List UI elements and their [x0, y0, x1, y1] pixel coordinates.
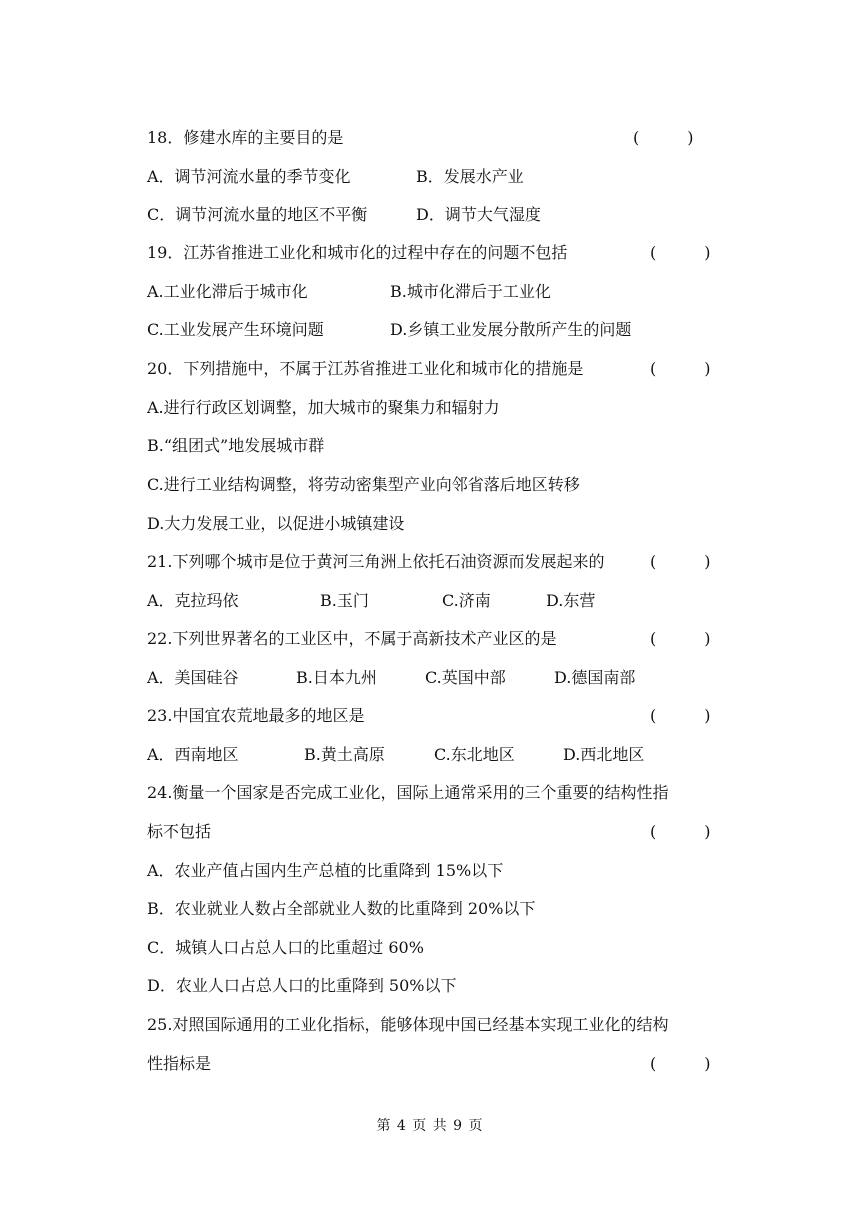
- option-21-b: B.玉门: [320, 591, 369, 610]
- option-19-d: D.乡镇工业发展分散所产生的问题: [390, 320, 632, 339]
- option-24-b: B．农业就业人数占全部就业人数的比重降到 20%以下: [147, 899, 536, 918]
- option-24-a: A．农业产值占国内生产总植的比重降到 15%以下: [147, 861, 504, 880]
- answer-bracket-22: ( ): [650, 629, 711, 648]
- option-23-d: D.西北地区: [563, 745, 645, 764]
- question-21-stem: 21.下列哪个城市是位于黄河三角洲上依托石油资源而发展起来的: [147, 552, 605, 571]
- option-18-d: D．调节大气湿度: [416, 205, 541, 224]
- answer-bracket-18: ( ): [633, 128, 694, 147]
- question-19-stem: 19．江苏省推进工业化和城市化的过程中存在的问题不包括: [147, 243, 568, 262]
- question-20-stem: 20．下列措施中，不属于江苏省推进工业化和城市化的措施是: [147, 359, 584, 378]
- option-18-b: B．发展水产业: [416, 167, 524, 186]
- option-23-c: C.东北地区: [434, 745, 515, 764]
- answer-bracket-23: ( ): [650, 706, 711, 725]
- question-22-stem: 22.下列世界著名的工业区中，不属于高新技术产业区的是: [147, 629, 557, 648]
- option-19-c: C.工业发展产生环境问题: [147, 320, 324, 339]
- option-24-d: D．农业人口占总人口的比重降到 50%以下: [147, 976, 457, 995]
- page-number-footer: 第 4 页 共 9 页: [376, 1118, 484, 1134]
- option-23-b: B.黄土高原: [304, 745, 385, 764]
- option-22-c: C.英国中部: [425, 668, 506, 687]
- answer-bracket-24: ( ): [650, 822, 711, 841]
- answer-bracket-21: ( ): [650, 552, 711, 571]
- option-22-b: B.日本九州: [296, 668, 377, 687]
- option-18-a: A．调节河流水量的季节变化: [147, 167, 351, 186]
- question-25-stem-line2: 性指标是: [147, 1054, 212, 1073]
- answer-bracket-20: ( ): [650, 359, 711, 378]
- answer-bracket-19: ( ): [650, 243, 711, 262]
- question-24-stem-line2: 标不包括: [147, 822, 212, 841]
- question-23-stem: 23.中国宜农荒地最多的地区是: [147, 706, 365, 725]
- option-20-b: B.“组团式”地发展城市群: [147, 436, 325, 455]
- option-20-a: A.进行行政区划调整，加大城市的聚集力和辐射力: [147, 398, 500, 417]
- question-24-stem-line1: 24.衡量一个国家是否完成工业化，国际上通常采用的三个重要的结构性指: [147, 783, 669, 802]
- option-21-d: D.东营: [546, 591, 596, 610]
- option-20-c: C.进行工业结构调整，将劳动密集型产业向邻省落后地区转移: [147, 475, 580, 494]
- question-25-stem-line1: 25.对照国际通用的工业化指标，能够体现中国已经基本实现工业化的结构: [147, 1015, 669, 1034]
- option-18-c: C．调节河流水量的地区不平衡: [147, 205, 368, 224]
- option-21-a: A．克拉玛依: [147, 591, 239, 610]
- option-22-d: D.德国南部: [554, 668, 636, 687]
- option-22-a: A．美国硅谷: [147, 668, 239, 687]
- option-23-a: A．西南地区: [147, 745, 239, 764]
- answer-bracket-25: ( ): [650, 1054, 711, 1073]
- option-21-c: C.济南: [442, 591, 491, 610]
- option-20-d: D.大力发展工业，以促进小城镇建设: [147, 514, 405, 533]
- option-24-c: C．城镇人口占总人口的比重超过 60%: [147, 938, 424, 957]
- option-19-a: A.工业化滞后于城市化: [147, 282, 308, 301]
- option-19-b: B.城市化滞后于工业化: [390, 282, 551, 301]
- question-18-stem: 18．修建水库的主要目的是: [147, 128, 344, 147]
